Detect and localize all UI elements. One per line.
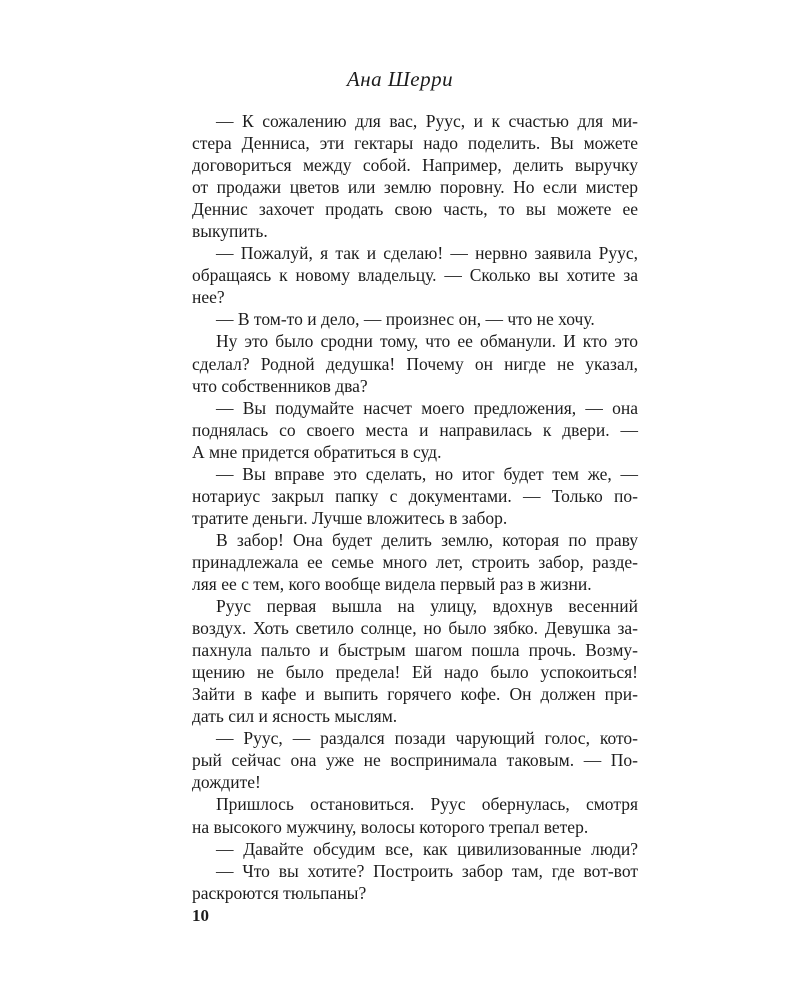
text-line: нотариус закрыл папку с документами. — Только по- xyxy=(192,485,638,506)
text-line: — К сожалению для вас, Руус, и к счастью для ми- xyxy=(216,111,638,131)
text-line: дождите! xyxy=(192,772,261,793)
text-line: принадлежала ее семье много лет, строить забор, разде- xyxy=(192,551,638,572)
page-number: 10 xyxy=(192,906,209,925)
text-line: щению не было предела! Ей надо было успокоиться! xyxy=(192,662,638,683)
text-line: на высокого мужчину, волосы которого трепал ветер. xyxy=(192,816,589,837)
text-line: тратите деньги. Лучше вложитесь в забор. xyxy=(192,507,508,528)
text-line: поднялась со своего места и направилась к двери. — xyxy=(192,419,638,440)
text-line: дать сил и ясность мыслям. xyxy=(192,706,398,727)
text-line: пахнула пальто и быстрым шагом пошла прочь. Возму- xyxy=(192,640,638,661)
text-line: Пришлось остановиться. Руус обернулась, смотря xyxy=(216,794,638,815)
text-line: — Вы вправе это сделать, но итог будет тем же, — xyxy=(216,463,638,484)
text-line: что собственников два? xyxy=(192,375,368,396)
text-line: от продажи цветов или землю поровну. Но если мистер xyxy=(192,177,638,198)
text-line: сделал? Родной дедушка! Почему он нигде не указал, xyxy=(192,353,638,374)
text-line: Ну это было сродни тому, что ее обманули. И кто это xyxy=(216,331,638,352)
text-line: — Давайте обсудим все, как цивилизованные люди? xyxy=(216,838,638,859)
text-line: рый сейчас она уже не воспринимала таковым. — По- xyxy=(192,750,638,771)
text-line: — Руус, — раздался позади чарующий голос, кото- xyxy=(216,728,638,749)
text-line: договориться между собой. Например, делить выручку xyxy=(192,155,638,176)
text-line: выкупить. xyxy=(192,221,268,242)
text-line: В забор! Она будет делить землю, которая по праву xyxy=(216,529,638,550)
text-line: стера Денниса, эти гектары надо поделить. Вы можете xyxy=(192,133,638,154)
text-line: нее? xyxy=(192,287,225,308)
body-text xyxy=(192,110,638,904)
text-line: — Пожалуй, я так и сделаю! — нервно заявила Руус, xyxy=(216,243,638,264)
text-line: раскроются тюльпаны? xyxy=(192,882,367,903)
running-header-author: Ана Шерри xyxy=(346,67,454,91)
text-line: воздух. Хоть светило солнце, но было зябко. Девушка за- xyxy=(192,618,638,639)
text-line: А мне придется обратиться в суд. xyxy=(192,441,442,462)
text-line: Руус первая вышла на улицу, вдохнув весенний xyxy=(216,596,638,617)
text-line: — Вы подумайте насчет моего предложения, — она xyxy=(216,397,638,418)
text-line: Деннис захочет продать свою часть, то вы можете ее xyxy=(192,199,638,220)
text-line: — В том-то и дело, — произнес он, — что не хочу. xyxy=(216,309,595,330)
text-line: ляя ее с тем, кого вообще видела первый раз в жизни. xyxy=(192,573,592,594)
text-line: обращаясь к новому владельцу. — Сколько вы хотите за xyxy=(192,265,638,286)
text-line: — Что вы хотите? Построить забор там, где вот-вот xyxy=(216,860,638,881)
text-line: Зайти в кафе и выпить горячего кофе. Он должен при- xyxy=(192,684,638,705)
